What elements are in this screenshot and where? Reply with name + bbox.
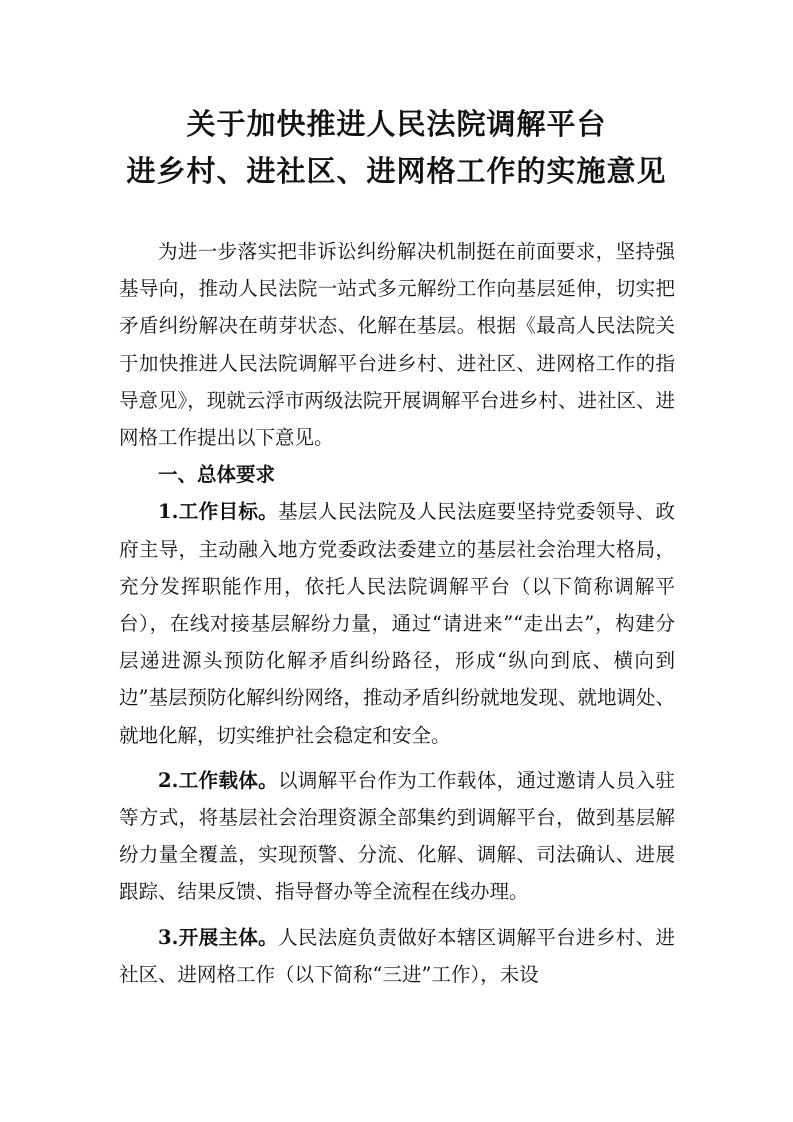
item-text-3: 人民法庭负责做好本辖区调解平台进乡村、进社区、进网格工作（以下简称“三进”工作），未设 xyxy=(119,925,675,986)
item-text-2: 以调解平台作为工作载体，通过邀请人员入驻等方式，将基层社会治理资源全部集约到调解平台，做到基层解纷力量全覆盖，实现预警、分流、化解、调解、司法确认、进展跟踪、结果反馈、指导督办等全流程在线办理。 xyxy=(119,768,675,904)
section-heading: 一、总体要求 xyxy=(158,463,276,487)
document-title-line2: 进乡村、进社区、进网格工作的实施意见 xyxy=(126,154,667,188)
item-lead-2: 2.工作载体。 xyxy=(158,768,279,792)
intro-paragraph: 为进一步落实把非诉讼纠纷解决机制挺在前面要求，坚持强基导向，推动人民法院一站式多元解纷工作向基层延伸，切实把矛盾纠纷解决在萌芽状态、化解在基层。根据《最高人民法院关于加快推进人民法院调解平台进乡村、进社区、进网格工作的指导意见》，现就云浮市两级法院开展调解平台进乡村、进社区、进网格工作提出以下意见。 xyxy=(119,240,675,450)
item-paragraph-2 xyxy=(119,762,675,911)
item-lead-3: 3.开展主体。 xyxy=(158,925,279,949)
document-title-line1: 关于加快推进人民法院调解平台 xyxy=(186,107,607,141)
item-paragraph-3 xyxy=(119,919,675,993)
document-body xyxy=(119,233,675,993)
item-paragraph-1 xyxy=(119,493,675,753)
item-lead-1: 1.工作目标。 xyxy=(158,500,279,524)
item-text-1: 基层人民法院及人民法庭要坚持党委领导、政府主导，主动融入地方党委政法委建立的基层社会治理大格局，充分发挥职能作用，依托人民法院调解平台（以下简称调解平台），在线对接基层解纷力量，通过“请进来”“走出去”，构建分层递进源头预防化解矛盾纠纷路径，形成“纵向到底、横向到边”基层预防化解纠纷网络，推动矛盾纠纷就地发现、就地调处、就地化解，切实维护社会稳定和安全。 xyxy=(119,500,675,747)
